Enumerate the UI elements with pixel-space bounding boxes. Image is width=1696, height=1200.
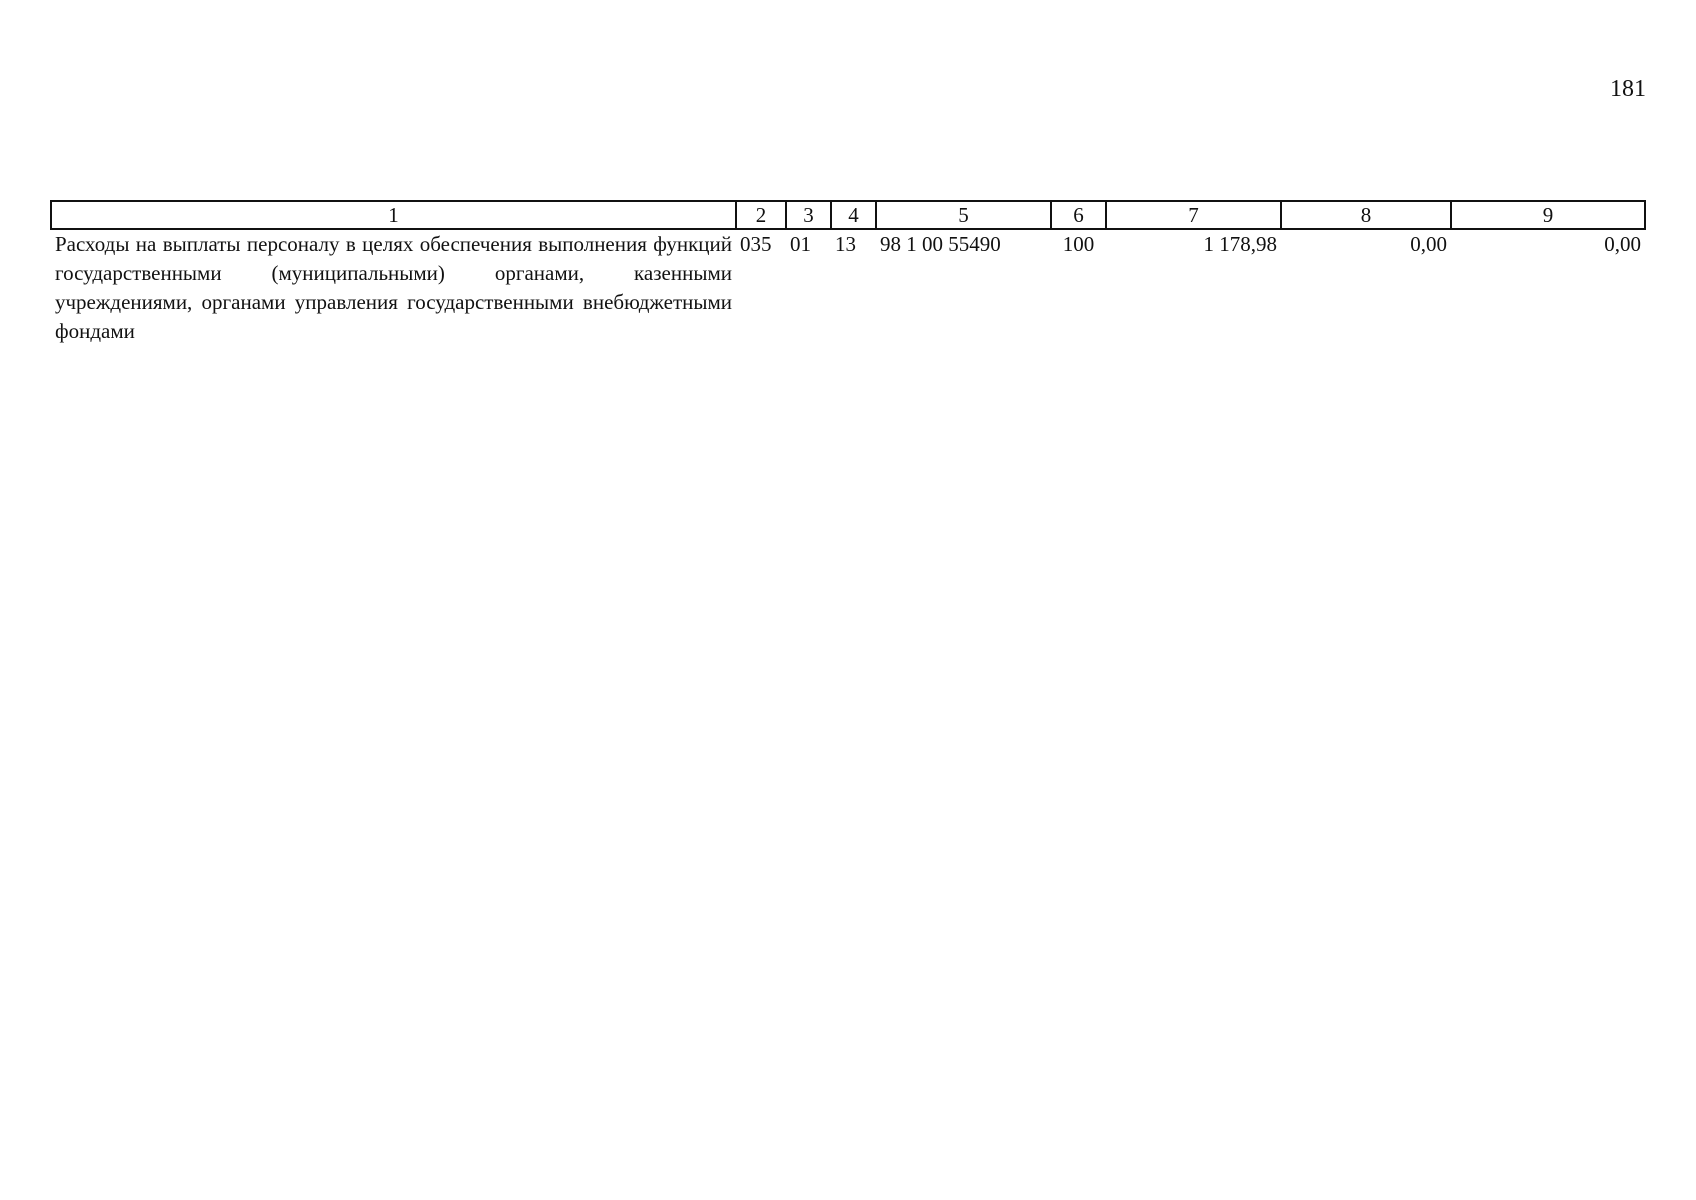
row-description: Расходы на выплаты персоналу в целях обеспечения выполнения функций государственными (муниципальными) органами, казенными учреждениями, органами управления государственными внебюджетными фондами — [55, 232, 732, 343]
budget-table — [50, 200, 1646, 346]
row-value-col7: 1 178,98 — [1203, 232, 1277, 256]
row-code-col3: 01 — [790, 232, 811, 256]
col-header-1: 1 — [51, 201, 736, 229]
row-code-col5: 98 1 00 55490 — [880, 232, 1001, 256]
row-code-col4: 13 — [835, 232, 856, 256]
col-header-5: 5 — [876, 201, 1051, 229]
col-header-2: 2 — [736, 201, 786, 229]
table-header — [51, 201, 1645, 229]
row-code-col6: 100 — [1062, 232, 1095, 256]
page-number: 181 — [1610, 76, 1646, 102]
row-value-col9: 0,00 — [1604, 232, 1641, 256]
col-header-7: 7 — [1106, 201, 1281, 229]
header-row — [51, 201, 1645, 229]
col-header-4: 4 — [831, 201, 876, 229]
table-row — [51, 229, 1645, 346]
col-header-9: 9 — [1451, 201, 1645, 229]
row-code-col2: 035 — [740, 232, 772, 256]
row-value-col8: 0,00 — [1410, 232, 1447, 256]
col-header-3: 3 — [786, 201, 831, 229]
col-header-8: 8 — [1281, 201, 1451, 229]
col-header-6: 6 — [1051, 201, 1106, 229]
table-body — [51, 229, 1645, 346]
